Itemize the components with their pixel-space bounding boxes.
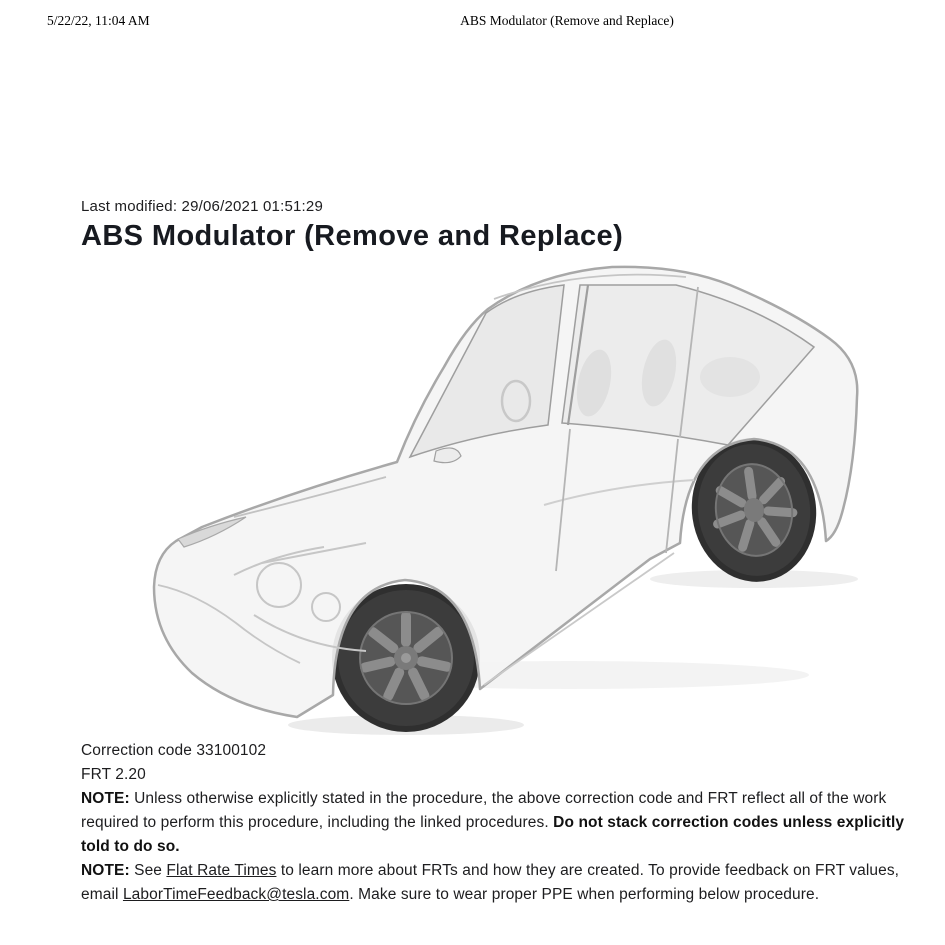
last-modified: Last modified: 29/06/2021 01:51:29 xyxy=(81,198,323,215)
print-header-datetime: 5/22/22, 11:04 AM xyxy=(47,13,150,28)
procedure-summary xyxy=(81,739,907,907)
note-2-text-between: to learn more about FRTs and how they are created. To provide feedback on FRT values, email xyxy=(81,862,900,903)
page-title: ABS Modulator (Remove and Replace) xyxy=(81,220,624,252)
note-2-text-after: . Make sure to wear proper PPE when performing below procedure. xyxy=(349,886,820,903)
note-1-label: NOTE: xyxy=(81,790,130,807)
flat-rate-times-link[interactable]: Flat Rate Times xyxy=(166,862,277,879)
frt-value: FRT 2.20 xyxy=(81,766,146,783)
tesla-model-y-cutaway-illustration xyxy=(114,255,874,735)
note-2-text-before: See xyxy=(129,862,167,879)
labor-time-feedback-email-link[interactable]: LaborTimeFeedback@tesla.com xyxy=(122,886,350,903)
print-header xyxy=(0,0,945,34)
print-header-title: ABS Modulator (Remove and Replace) xyxy=(460,13,674,28)
note-2 xyxy=(81,859,907,907)
note-1 xyxy=(81,787,907,859)
note-1-bold-text: Do not stack correction codes unless explicitly told to do so. xyxy=(81,814,905,855)
article xyxy=(0,34,945,927)
note-1-text: Unless otherwise explicitly stated in the procedure, the above correction code and FRT reflect all of the work required to perform this procedure, including the linked procedures. xyxy=(81,790,887,831)
correction-code: Correction code 33100102 xyxy=(81,742,267,759)
note-2-label: NOTE: xyxy=(81,862,130,879)
vehicle-figure xyxy=(114,255,874,735)
